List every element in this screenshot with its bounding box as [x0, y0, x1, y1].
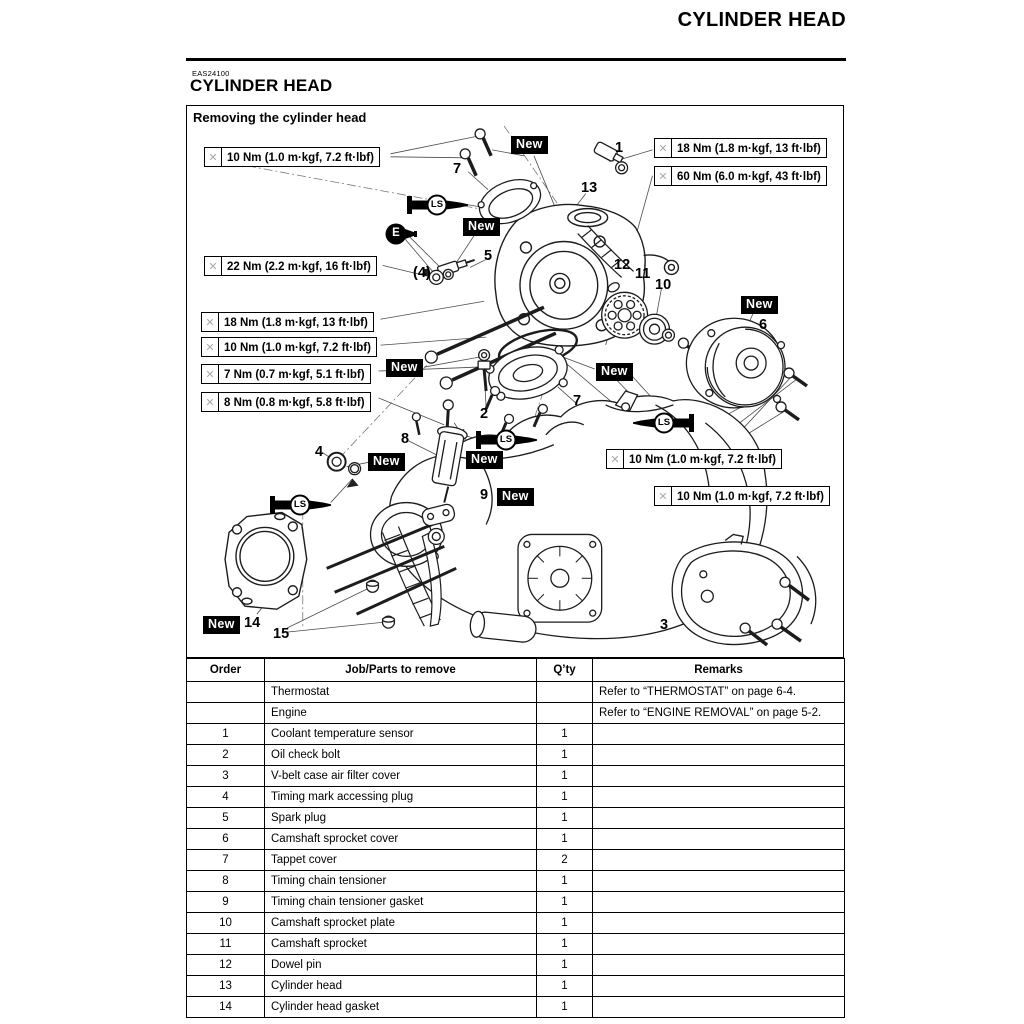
cell-qty: 1	[537, 892, 593, 913]
grease-ls-icon: LS	[633, 412, 695, 434]
cell-job: Camshaft sprocket cover	[265, 829, 537, 850]
part-number-label: 7	[573, 393, 582, 409]
parts-table	[186, 658, 845, 1018]
cell-qty: 1	[537, 913, 593, 934]
cell-job: Tappet cover	[265, 850, 537, 871]
part-number-label: 3	[660, 617, 669, 633]
table-row	[187, 724, 845, 745]
cell-job: Timing chain tensioner gasket	[265, 892, 537, 913]
table-row	[187, 703, 845, 724]
torque-callout	[204, 256, 377, 276]
cell-remarks	[593, 913, 845, 934]
part-number-label: 1	[615, 140, 624, 156]
cell-qty: 1	[537, 787, 593, 808]
vbelt-cover-drawing	[672, 534, 809, 645]
cell-remarks	[593, 997, 845, 1018]
part-number-label: 9	[480, 487, 489, 503]
cell-remarks	[593, 829, 845, 850]
part-number-label: (4)	[413, 265, 431, 281]
torque-wrench-icon	[655, 139, 672, 157]
torque-value: 60 Nm (6.0 m·kgf, 43 ft·lbf)	[677, 170, 821, 183]
new-part-badge: New	[203, 616, 240, 634]
torque-value: 18 Nm (1.8 m·kgf, 13 ft·lbf)	[677, 142, 821, 155]
part-number-label: 4	[315, 444, 324, 460]
torque-callout	[654, 166, 827, 186]
table-row	[187, 787, 845, 808]
cell-job: Cylinder head	[265, 976, 537, 997]
table-row	[187, 913, 845, 934]
cell-remarks	[593, 892, 845, 913]
torque-value: 8 Nm (0.8 m·kgf, 5.8 ft·lbf)	[224, 396, 365, 409]
table-row	[187, 955, 845, 976]
new-part-badge: New	[368, 453, 405, 471]
part-number-label: 10	[655, 277, 672, 293]
part-number-label: 13	[581, 180, 598, 196]
cell-job: Camshaft sprocket	[265, 934, 537, 955]
torque-value: 10 Nm (1.0 m·kgf, 7.2 ft·lbf)	[677, 490, 824, 503]
torque-callout	[201, 312, 374, 332]
new-part-badge: New	[596, 363, 633, 381]
torque-wrench-icon	[202, 313, 219, 331]
cell-order: 6	[187, 829, 265, 850]
cell-qty: 1	[537, 997, 593, 1018]
cell-job: Cylinder head gasket	[265, 997, 537, 1018]
cell-remarks	[593, 976, 845, 997]
cell-remarks: Refer to “THERMOSTAT” on page 6-4.	[593, 682, 845, 703]
torque-value: 10 Nm (1.0 m·kgf, 7.2 ft·lbf)	[224, 341, 371, 354]
cell-qty: 1	[537, 724, 593, 745]
cell-job: Engine	[265, 703, 537, 724]
table-row	[187, 745, 845, 766]
cell-job: Oil check bolt	[265, 745, 537, 766]
torque-callout	[654, 486, 830, 506]
cell-job: Thermostat	[265, 682, 537, 703]
torque-wrench-icon	[202, 338, 219, 356]
part-number-label: 5	[484, 248, 493, 264]
cell-job: V-belt case air filter cover	[265, 766, 537, 787]
figure-box	[186, 105, 844, 658]
cell-order: 8	[187, 871, 265, 892]
col-header-remarks: Remarks	[593, 659, 845, 682]
cell-job: Camshaft sprocket plate	[265, 913, 537, 934]
cell-job: Coolant temperature sensor	[265, 724, 537, 745]
cell-order	[187, 703, 265, 724]
cell-job: Timing mark accessing plug	[265, 787, 537, 808]
cell-job: Timing chain tensioner	[265, 871, 537, 892]
cell-job: Spark plug	[265, 808, 537, 829]
table-row	[187, 829, 845, 850]
col-header-order: Order	[187, 659, 265, 682]
cell-qty: 2	[537, 850, 593, 871]
part-number-label: 15	[273, 626, 290, 642]
cell-qty: 1	[537, 955, 593, 976]
torque-wrench-icon	[655, 167, 672, 185]
cell-qty: 1	[537, 766, 593, 787]
part-number-label: 12	[614, 257, 631, 273]
table-row	[187, 808, 845, 829]
grease-ls-icon: LS	[475, 429, 537, 451]
cell-order: 11	[187, 934, 265, 955]
figure-caption: Removing the cylinder head	[193, 110, 367, 125]
torque-value: 10 Nm (1.0 m·kgf, 7.2 ft·lbf)	[629, 453, 776, 466]
torque-wrench-icon	[205, 148, 222, 166]
torque-callout	[606, 449, 782, 469]
cell-remarks	[593, 787, 845, 808]
cell-remarks	[593, 766, 845, 787]
cell-order: 7	[187, 850, 265, 871]
page-title: CYLINDER HEAD	[190, 76, 333, 95]
cell-order: 10	[187, 913, 265, 934]
cell-qty: 1	[537, 808, 593, 829]
torque-value: 7 Nm (0.7 m·kgf, 5.1 ft·lbf)	[224, 368, 365, 381]
new-part-badge: New	[741, 296, 778, 314]
cell-remarks	[593, 955, 845, 976]
part-number-label: 7	[453, 161, 462, 177]
table-row	[187, 934, 845, 955]
cell-order: 2	[187, 745, 265, 766]
grease-ls-icon: LS	[269, 494, 331, 516]
torque-wrench-icon	[607, 450, 624, 468]
running-header: CYLINDER HEAD	[677, 9, 846, 31]
cell-qty: 1	[537, 829, 593, 850]
torque-wrench-icon	[202, 365, 219, 383]
cell-order: 9	[187, 892, 265, 913]
cell-order: 13	[187, 976, 265, 997]
cell-remarks	[593, 871, 845, 892]
table-row	[187, 892, 845, 913]
cell-remarks	[593, 745, 845, 766]
grease-ls-icon: LS	[406, 194, 468, 216]
table-row	[187, 766, 845, 787]
table-row	[187, 871, 845, 892]
cell-qty: 1	[537, 934, 593, 955]
part-number-label: 8	[401, 431, 410, 447]
cell-order: 14	[187, 997, 265, 1018]
torque-callout	[201, 364, 371, 384]
torque-callout	[654, 138, 827, 158]
torque-wrench-icon	[655, 487, 672, 505]
part-number-label: 14	[244, 615, 261, 631]
new-part-badge: New	[466, 451, 503, 469]
header-rule	[186, 58, 846, 61]
torque-value: 10 Nm (1.0 m·kgf, 7.2 ft·lbf)	[227, 151, 374, 164]
table-row	[187, 682, 845, 703]
cell-remarks	[593, 934, 845, 955]
new-part-badge: New	[497, 488, 534, 506]
cell-order: 12	[187, 955, 265, 976]
cell-qty	[537, 703, 593, 724]
cell-qty: 1	[537, 976, 593, 997]
cell-order	[187, 682, 265, 703]
cell-remarks	[593, 850, 845, 871]
new-part-badge: New	[463, 218, 500, 236]
cell-order: 4	[187, 787, 265, 808]
new-part-badge: New	[386, 359, 423, 377]
cell-remarks	[593, 724, 845, 745]
head-gasket-drawing	[225, 513, 307, 610]
cell-qty: 1	[537, 871, 593, 892]
torque-callout	[201, 392, 371, 412]
new-part-badge: New	[511, 136, 548, 154]
torque-wrench-icon	[202, 393, 219, 411]
col-header-job: Job/Parts to remove	[265, 659, 537, 682]
cell-job: Dowel pin	[265, 955, 537, 976]
table-row	[187, 976, 845, 997]
torque-callout	[204, 147, 380, 167]
part-number-label: 6	[759, 317, 768, 333]
table-header-row	[187, 659, 845, 682]
cell-order: 3	[187, 766, 265, 787]
torque-wrench-icon	[205, 257, 222, 275]
cell-remarks	[593, 808, 845, 829]
table-row	[187, 997, 845, 1018]
part-number-label: 11	[635, 266, 651, 282]
cell-order: 5	[187, 808, 265, 829]
table-row	[187, 850, 845, 871]
cell-qty	[537, 682, 593, 703]
torque-value: 18 Nm (1.8 m·kgf, 13 ft·lbf)	[224, 316, 368, 329]
cell-qty: 1	[537, 745, 593, 766]
section-code: EAS24100	[192, 69, 230, 78]
part-number-label: 2	[480, 406, 489, 422]
col-header-qty: Q’ty	[537, 659, 593, 682]
cell-order: 1	[187, 724, 265, 745]
cell-remarks: Refer to “ENGINE REMOVAL” on page 5-2.	[593, 703, 845, 724]
engine-oil-icon: E	[385, 221, 417, 247]
torque-callout	[201, 337, 377, 357]
torque-value: 22 Nm (2.2 m·kgf, 16 ft·lbf)	[227, 260, 371, 273]
